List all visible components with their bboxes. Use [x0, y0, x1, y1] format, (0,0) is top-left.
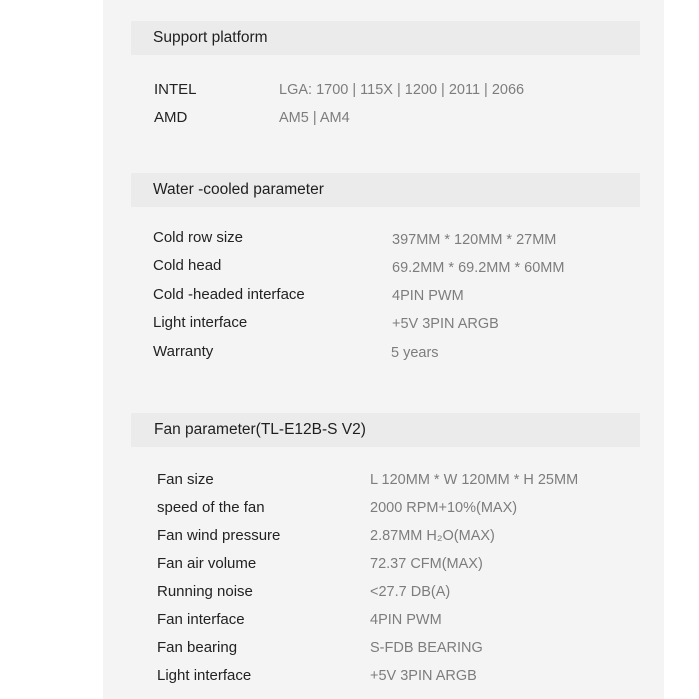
spec-label: Cold head: [153, 257, 222, 274]
spec-value: 2.87MM H₂O(MAX): [370, 528, 495, 544]
spec-value: +5V 3PIN ARGB: [370, 668, 477, 684]
spec-value: S-FDB BEARING: [370, 640, 483, 656]
support-platform-title: Support platform: [153, 29, 268, 46]
spec-label: Fan bearing: [157, 639, 238, 656]
spec-value: <27.7 DB(A): [370, 584, 451, 600]
spec-label: Running noise: [157, 583, 253, 600]
fan-parameter-header: [131, 413, 640, 447]
spec-row-warranty: [0, 342, 699, 366]
spec-value: AM5 | AM4: [279, 110, 350, 126]
spec-row-fan-light-interface: [0, 666, 699, 690]
spec-label: Warranty: [153, 343, 214, 360]
spec-row-fan-air-volume: [0, 554, 699, 578]
support-platform-header: [131, 21, 640, 55]
spec-label: Fan interface: [157, 611, 245, 628]
spec-label: Cold row size: [153, 229, 244, 246]
spec-label: INTEL: [154, 81, 197, 98]
spec-row-cold-headed-interface: [0, 285, 699, 309]
spec-label: Light interface: [157, 667, 252, 684]
spec-row-light-interface: [0, 313, 699, 337]
spec-label: Fan size: [157, 471, 214, 488]
spec-row-fan-interface: [0, 610, 699, 634]
spec-row-fan-wind-pressure: [0, 526, 699, 550]
spec-value: L 120MM * W 120MM * H 25MM: [370, 472, 579, 488]
spec-value: LGA: 1700 | 115X | 1200 | 2011 | 2066: [279, 82, 525, 98]
spec-value: 4PIN PWM: [370, 612, 442, 628]
spec-row-fan-bearing: [0, 638, 699, 662]
water-cooled-title: Water -cooled parameter: [153, 181, 324, 198]
spec-label: Fan air volume: [157, 555, 257, 572]
spec-label: Cold -headed interface: [153, 286, 305, 303]
spec-label: AMD: [154, 109, 188, 126]
spec-label: Fan wind pressure: [157, 527, 281, 544]
fan-parameter-title: Fan parameter(TL-E12B-S V2): [154, 421, 366, 438]
spec-value: 72.37 CFM(MAX): [370, 556, 483, 572]
spec-label: Light interface: [153, 314, 248, 331]
spec-value: 4PIN PWM: [392, 288, 464, 304]
spec-label: speed of the fan: [157, 499, 265, 516]
spec-row-fan-speed: [0, 498, 699, 522]
spec-row-amd: [0, 108, 699, 132]
water-cooled-header: [131, 173, 640, 207]
spec-row-cold-head: [0, 256, 699, 280]
spec-value: 5 years: [391, 345, 439, 361]
spec-value: +5V 3PIN ARGB: [392, 316, 499, 332]
spec-row-running-noise: [0, 582, 699, 606]
spec-value: 69.2MM * 69.2MM * 60MM: [392, 260, 565, 276]
spec-value: 2000 RPM+10%(MAX): [370, 500, 518, 516]
spec-row-fan-size: [0, 470, 699, 494]
spec-row-cold-row-size: [0, 228, 699, 252]
spec-value: 397MM * 120MM * 27MM: [392, 232, 557, 248]
spec-row-intel: [0, 80, 699, 104]
